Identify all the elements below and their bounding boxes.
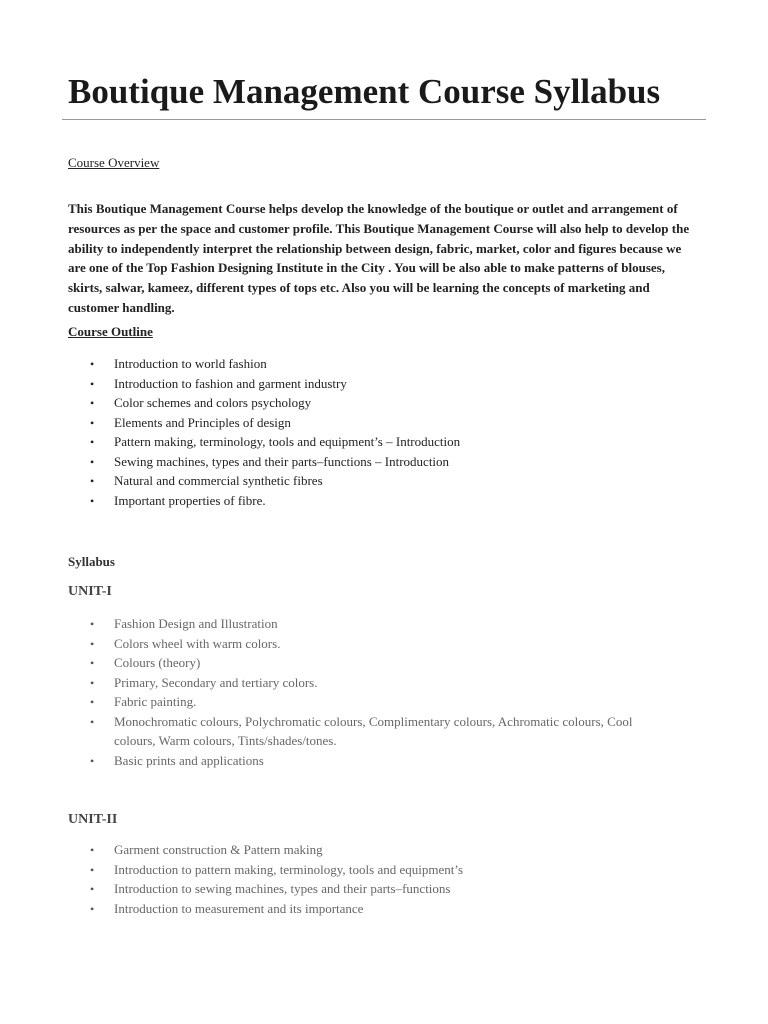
list-item-text: Elements and Principles of design	[114, 414, 291, 430]
list-item-text: Introduction to fashion and garment industry	[114, 375, 347, 391]
list-item	[0, 393, 674, 413]
list-item	[0, 614, 674, 634]
title-divider	[62, 119, 706, 120]
list-item-text: Sewing machines, types and their parts–functions – Introduction	[114, 453, 450, 469]
list-item	[0, 751, 674, 771]
bullet-icon: •	[90, 656, 95, 670]
course-outline-heading: Course Outline	[68, 324, 153, 339]
course-outline-list	[0, 354, 674, 510]
list-item-text: Color schemes and colors psychology	[114, 395, 312, 410]
list-item-text: Fabric painting.	[114, 694, 197, 709]
bullet-icon: •	[90, 435, 95, 449]
list-item	[0, 491, 674, 511]
course-overview-heading: Course Overview	[68, 155, 160, 170]
list-item-text: Introduction to world fashion	[114, 356, 267, 371]
bullet-icon: •	[90, 493, 95, 508]
bullet-icon: •	[90, 415, 95, 430]
list-item	[0, 634, 674, 654]
list-item	[0, 354, 674, 374]
page-title: Boutique Management Course Syllabus	[68, 72, 661, 111]
bullet-icon: •	[90, 454, 95, 469]
list-item-text: Fashion Design and Illustration	[114, 616, 278, 631]
list-item	[0, 452, 674, 472]
list-item-text: Pattern making, terminology, tools and equipment’s – Introduction	[114, 434, 461, 449]
list-item	[0, 432, 674, 452]
list-item-text: Introduction to sewing machines, types and their parts–functions	[114, 881, 451, 896]
list-item	[0, 653, 674, 673]
unit-1-label: UNIT-I	[68, 584, 112, 599]
list-item	[0, 413, 674, 433]
list-item-text: Monochromatic colours, Polychromatic colours, Complimentary colours, Achromatic colours, Cool colours, Warm colours, Tints/shades/tones.	[114, 713, 633, 748]
bullet-icon: •	[90, 675, 95, 690]
bullet-icon: •	[90, 474, 95, 488]
bullet-icon: •	[90, 357, 95, 371]
bullet-icon: •	[90, 714, 95, 729]
unit-2-list	[0, 840, 674, 918]
list-item	[0, 879, 674, 899]
list-item-text: Primary, Secondary and tertiary colors.	[114, 674, 318, 690]
list-item-text: Garment construction & Pattern making	[114, 842, 323, 857]
list-item-text: Colours (theory)	[114, 655, 201, 670]
list-item	[0, 899, 674, 919]
syllabus-label: Syllabus	[68, 554, 115, 569]
list-item-text: Basic prints and applications	[114, 752, 264, 768]
bullet-icon: •	[90, 376, 95, 391]
list-item	[0, 712, 674, 751]
bullet-icon: •	[90, 882, 95, 896]
bullet-icon: •	[90, 695, 95, 709]
bullet-icon: •	[90, 862, 95, 877]
list-item	[0, 840, 674, 860]
list-item	[0, 673, 674, 693]
list-item-text: Introduction to measurement and its importance	[114, 900, 364, 916]
list-item	[0, 860, 674, 880]
list-item-text: Important properties of fibre.	[114, 492, 266, 508]
bullet-icon: •	[90, 636, 95, 651]
list-item-text: Introduction to pattern making, terminology, tools and equipment’s	[114, 861, 464, 877]
bullet-icon: •	[90, 901, 95, 916]
bullet-icon: •	[90, 843, 95, 857]
unit-1-list	[0, 614, 674, 770]
list-item	[0, 471, 674, 491]
unit-2-label: UNIT-II	[68, 812, 118, 827]
list-item-text: Colors wheel with warm colors.	[114, 635, 281, 651]
bullet-icon: •	[90, 753, 95, 768]
list-item-text: Natural and commercial synthetic fibres	[114, 473, 323, 488]
list-item	[0, 374, 674, 394]
list-item	[0, 692, 674, 712]
course-overview-text: This Boutique Management Course helps develop the knowledge of the boutique or outlet and arrangement of resources as per the space and customer profile. This Boutique Management Course will also help to develop the ability to independently interpret the relationship between design, fabric, market, color and figures because we are one of the Top Fashion Designing Institute in the City . You will be also able to make patterns of blouses, skirts, salwar, kameez, different types of tops etc. Also you will be learning the concepts of marketing and customer handling.	[68, 201, 690, 315]
bullet-icon: •	[90, 396, 95, 410]
bullet-icon: •	[90, 617, 95, 631]
